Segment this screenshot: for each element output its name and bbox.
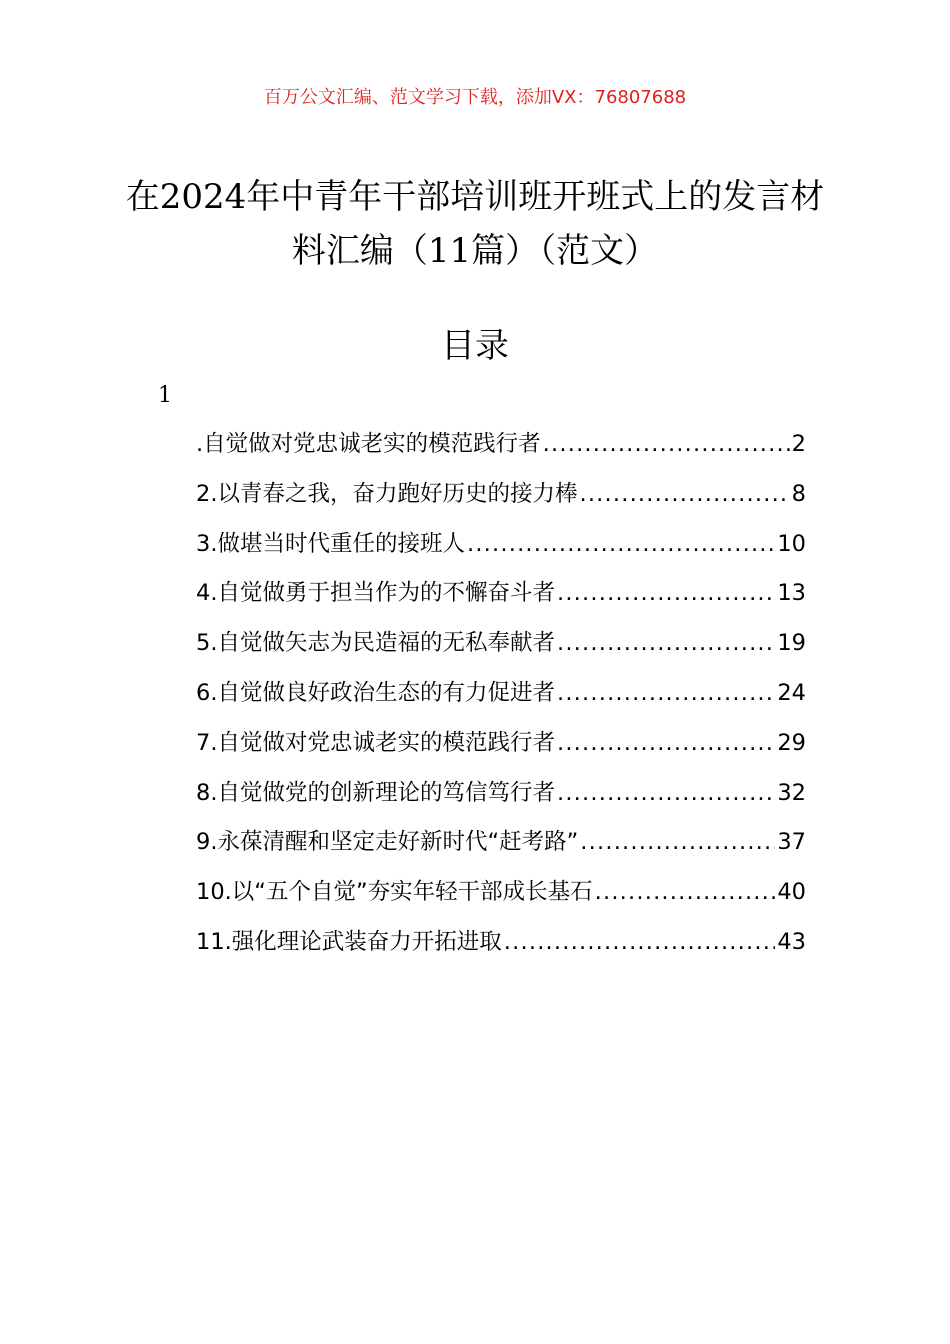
toc-entry-page: 10 xyxy=(777,530,806,557)
toc-entry-page: 2 xyxy=(791,431,806,457)
toc-dot-leader xyxy=(579,474,789,514)
toc-entry[interactable] xyxy=(196,524,806,574)
toc-entry-label: 6.自觉做良好政治生态的有力促进者 xyxy=(196,679,555,706)
promo-banner-text: 百万公文汇编、范文学习下载，添加VX：76807688 xyxy=(263,87,687,108)
document-title: 在2024年中青年干部培训班开班式上的发言材料汇编（11篇）（范文） xyxy=(125,177,825,271)
toc-dot-leader xyxy=(543,424,790,464)
toc-entry-label: 4.自觉做勇于担当作为的不懈奋斗者 xyxy=(196,580,555,607)
toc-heading: 目录 xyxy=(441,326,509,366)
toc-dot-leader xyxy=(557,673,775,713)
toc-entry[interactable] xyxy=(196,623,806,673)
toc-dot-leader xyxy=(557,773,775,813)
toc-entry-page: 43 xyxy=(777,928,806,955)
toc-entry-label: 10.以“五个自觉”夯实年轻干部成长基石 xyxy=(196,879,593,906)
toc-dot-leader xyxy=(504,922,776,962)
toc-entry-page: 13 xyxy=(777,580,806,607)
toc-dot-leader xyxy=(557,573,775,613)
toc-entry[interactable] xyxy=(196,723,806,773)
toc-entry-label: 5.自觉做矢志为民造福的无私奉献者 xyxy=(196,630,555,657)
toc-dot-leader xyxy=(557,623,775,663)
toc-dot-leader xyxy=(580,822,775,862)
toc-entry-label: 9.永葆清醒和坚定走好新时代“赶考路” xyxy=(196,829,579,856)
toc-entry-label: 7.自觉做对党忠诚老实的模范践行者 xyxy=(196,729,555,756)
stray-page-number: 1 xyxy=(158,383,172,408)
toc-entry-page: 37 xyxy=(777,829,806,856)
toc-entry[interactable] xyxy=(196,474,806,524)
toc-entry[interactable] xyxy=(196,673,806,723)
toc-entry-page: 40 xyxy=(777,879,806,906)
toc-entry-page: 29 xyxy=(777,729,806,756)
toc-entry-page: 24 xyxy=(777,679,806,706)
toc-entry-label: 8.自觉做党的创新理论的笃信笃行者 xyxy=(196,779,555,806)
toc-dot-leader xyxy=(595,872,776,912)
toc-entry-page: 32 xyxy=(777,779,806,806)
toc-dot-leader xyxy=(557,723,775,763)
toc-entry[interactable] xyxy=(196,922,806,972)
toc-entry[interactable] xyxy=(196,822,806,872)
toc-entry-label: 3.做堪当时代重任的接班人 xyxy=(196,530,465,557)
toc-entry[interactable] xyxy=(196,573,806,623)
table-of-contents xyxy=(196,424,806,972)
toc-entry[interactable] xyxy=(196,773,806,823)
toc-dot-leader xyxy=(467,524,775,564)
promo-banner xyxy=(0,85,950,111)
toc-entry-label: .自觉做对党忠诚老实的模范践行者 xyxy=(196,431,541,457)
toc-entry[interactable] xyxy=(196,424,806,474)
toc-entry-label: 11.强化理论武装奋力开拓进取 xyxy=(196,928,502,955)
toc-entry-page: 8 xyxy=(791,480,806,507)
toc-entry-page: 19 xyxy=(777,630,806,657)
toc-entry[interactable] xyxy=(196,872,806,922)
toc-entry-label: 2.以青春之我，奋力跑好历史的接力棒 xyxy=(196,480,578,507)
